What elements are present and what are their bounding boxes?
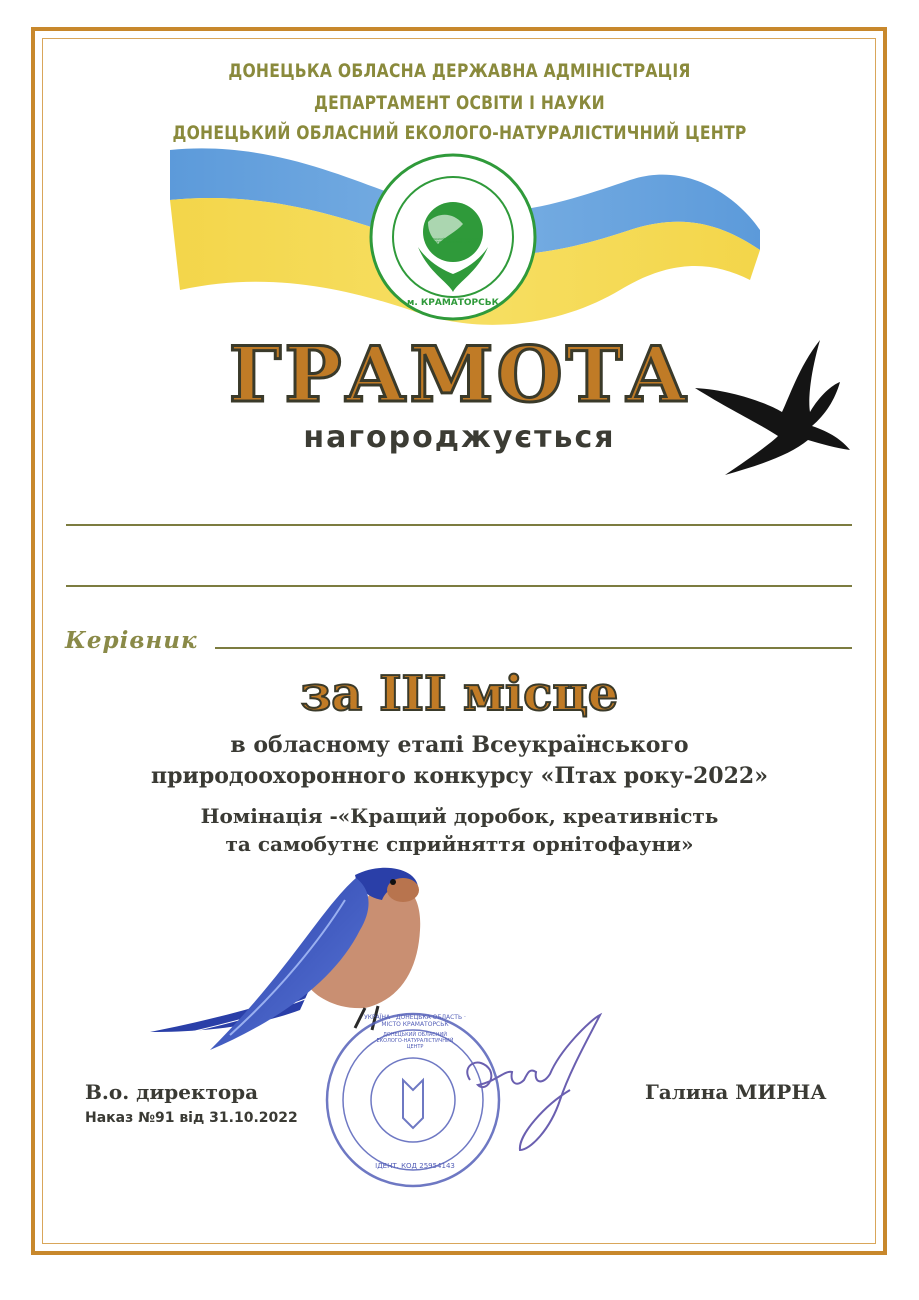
signature: [450, 1010, 610, 1160]
recipient-line-1: [66, 524, 852, 526]
stamp-code: ІДЕНТ. КОД 25954143: [375, 1162, 455, 1170]
description-line-2: природоохоронного конкурсу «Птах року-2022»: [151, 763, 768, 789]
header-line-2: ДЕПАРТАМЕНТ ОСВІТИ І НАУКИ: [314, 92, 605, 114]
header-line-3: ДОНЕЦЬКИЙ ОБЛАСНИЙ ЕКОЛОГО-НАТУРАЛІСТИЧНИЙ ЦЕНТР: [172, 122, 747, 144]
director-name: Галина МИРНА: [645, 1080, 827, 1104]
stamp-inner-text: ДОНЕЦЬКИЙ ОБЛАСНИЙ ЕКОЛОГО-НАТУРАЛІСТИЧНИЙ ЦЕНТР: [376, 1032, 454, 1050]
emblem-city: м. КРАМАТОРСЬК: [407, 298, 499, 308]
director-position: В.о. директора: [85, 1080, 259, 1104]
swallow-silhouette-icon: [690, 340, 860, 480]
leader-line: [215, 647, 852, 649]
certificate-title: ГРАМОТА: [228, 330, 691, 419]
description-line-1: в обласному етапі Всеукраїнського: [230, 732, 689, 758]
recipient-line-2: [66, 585, 852, 587]
nomination-line-1: Номінація -«Кращий доробок, креативність: [200, 804, 719, 828]
nomination-line-2: та самобутнє сприйняття орнітофауни»: [225, 832, 694, 856]
subtitle: нагороджується: [303, 420, 616, 455]
stamp-outer-text: УКРАЇНА · ДОНЕЦЬКА ОБЛАСТЬ · МІСТО КРАМАТОРСЬК: [364, 1014, 466, 1028]
order-reference: Наказ №91 від 31.10.2022: [85, 1110, 298, 1126]
leader-label: Керівник: [65, 627, 198, 654]
header-line-1: ДОНЕЦЬКА ОБЛАСНА ДЕРЖАВНА АДМІНІСТРАЦІЯ: [228, 60, 691, 82]
emblem-ring-text: ДОНЕЦЬКИЙ ОБЛАСНИЙ ЕКОЛОГО-НАТУРАЛІСТИЧНИЙ ЦЕНТР: [425, 237, 481, 244]
place-text: за ІІІ місце: [300, 666, 619, 722]
